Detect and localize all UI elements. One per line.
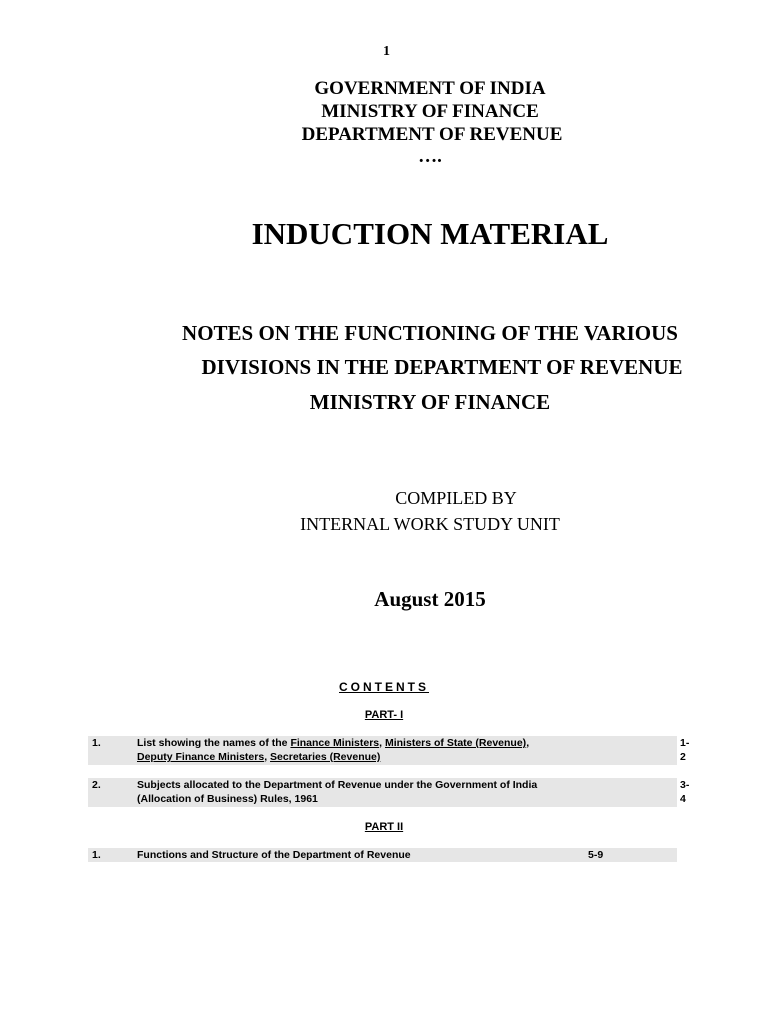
toc-row [88, 848, 677, 862]
toc-item-pages: 1-2 [680, 737, 690, 763]
part-2-heading: PART II [364, 821, 404, 833]
compiled-by: COMPILED BY [395, 488, 517, 508]
document-date: August 2015 [374, 587, 486, 611]
notes-line-3: MINISTRY OF FINANCE [309, 390, 551, 414]
deputy-finance-ministers-link[interactable]: Deputy Finance Ministers [137, 751, 265, 763]
notes-line-1: NOTES ON THE FUNCTIONING OF THE VARIOUS [182, 321, 678, 345]
toc-item-number: 1. [92, 737, 101, 749]
header-government: GOVERNMENT OF INDIA [314, 78, 546, 99]
toc-text-fragment: , [526, 737, 530, 749]
toc-item-number: 1. [92, 849, 101, 861]
toc-text-line: Subjects allocated to the Department of Revenue under the Government of India [137, 779, 538, 791]
contents-heading: CONTENTS [339, 680, 429, 694]
header-ellipsis: …. [418, 146, 442, 167]
toc-item-text: Functions and Structure of the Department of Revenue [137, 849, 411, 861]
toc-row [88, 778, 690, 807]
toc-item-text [137, 736, 529, 764]
toc-text-fragment: , [264, 751, 271, 763]
toc-item-pages: 3-4 [680, 779, 690, 805]
header-department: DEPARTMENT OF REVENUE [301, 124, 563, 145]
toc-item-number: 2. [92, 779, 101, 791]
toc-row [88, 736, 690, 765]
toc-text-fragment: List showing the names of the [137, 737, 291, 749]
document-title: INDUCTION MATERIAL [251, 216, 609, 251]
secretaries-revenue-link[interactable]: Secretaries (Revenue) [270, 751, 381, 763]
page-number: 1 [383, 44, 390, 59]
compiled-unit: INTERNAL WORK STUDY UNIT [300, 514, 560, 534]
header-ministry: MINISTRY OF FINANCE [321, 101, 539, 122]
toc-text-fragment: , [379, 737, 385, 749]
ministers-of-state-link[interactable]: Ministers of State (Revenue) [384, 737, 527, 749]
part-1-heading: PART- I [364, 709, 404, 721]
toc-item-pages: 5-9 [588, 849, 604, 861]
notes-line-2: DIVISIONS IN THE DEPARTMENT OF REVENUE [201, 355, 683, 379]
toc-text-line: (Allocation of Business) Rules, 1961 [137, 793, 318, 805]
toc-item-text [137, 778, 537, 806]
finance-ministers-link[interactable]: Finance Ministers [290, 737, 380, 749]
